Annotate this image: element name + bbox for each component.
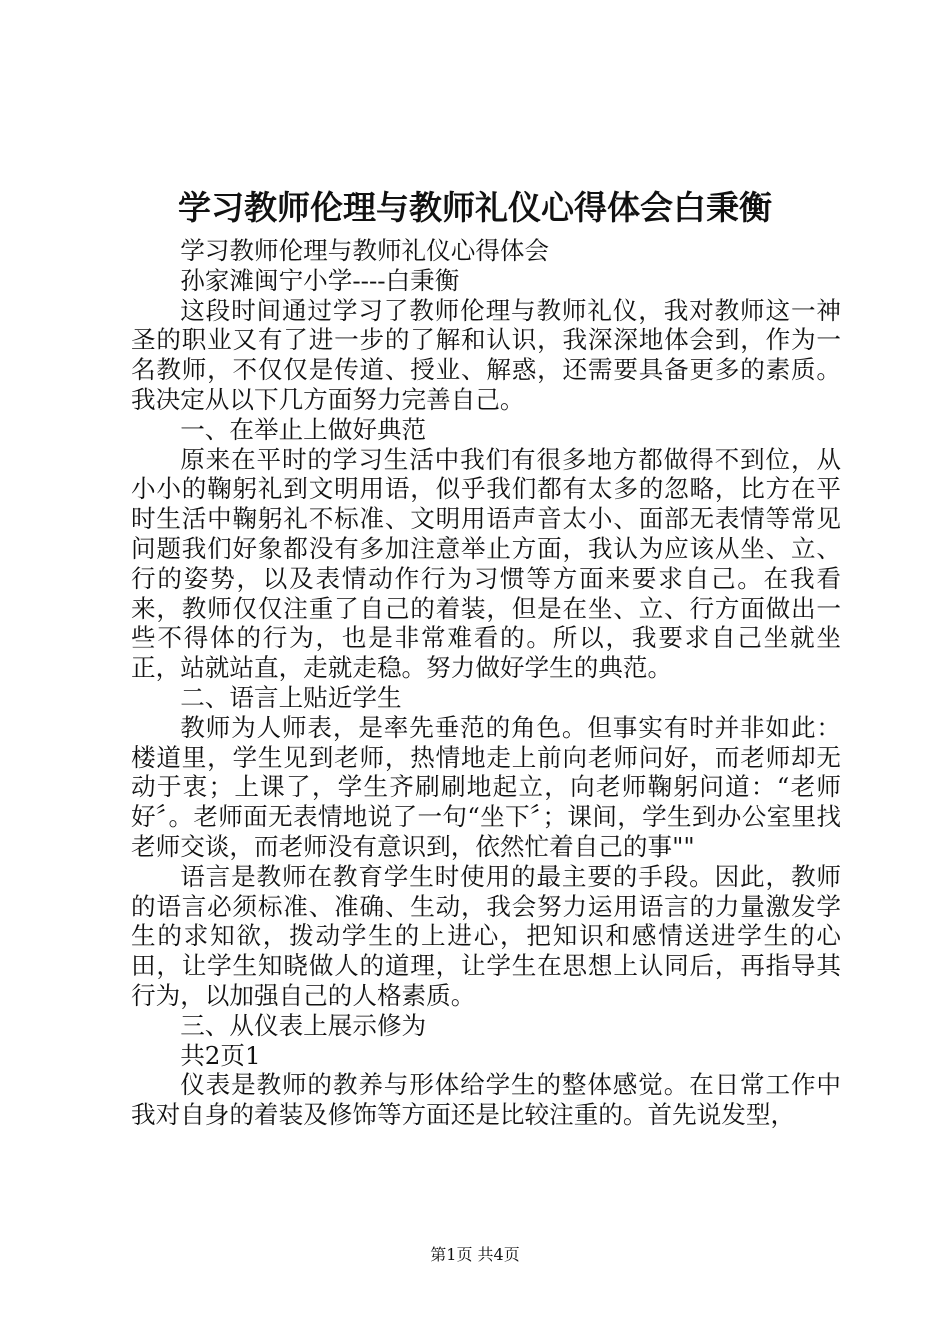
section-heading-2: 二、语言上贴近学生 <box>180 682 402 712</box>
paragraph-section-2b: 语言是教师在教育学生时使用的最主要的手段。因此，教师的语言必须标准、准确、生动，我会努力运用语言的力量激发学生的求知欲，拨动学生的上进心，把知识和感情送进学生的心田，让学生知晓做人的道理，让学生在思想上认同后，再指导其行为，以加强自己的人格素质。 <box>131 861 841 1010</box>
document-title: 学习教师伦理与教师礼仪心得体会白秉衡 <box>178 188 772 227</box>
paragraph-intro: 这段时间通过学习了教师伦理与教师礼仪，我对教师这一神圣的职业又有了进一步的了解和认识，我深深地体会到，作为一名教师，不仅仅是传道、授业、解惑，还需要具备更多的素质。我决定从以下几方面努力完善自己。 <box>131 295 841 414</box>
page-count-note: 共2页1 <box>180 1040 261 1070</box>
author-line: 孙家滩闽宁小学----白秉衡 <box>180 265 460 295</box>
section-heading-3: 三、从仪表上展示修为 <box>180 1010 427 1040</box>
section-heading-1: 一、在举止上做好典范 <box>180 414 427 444</box>
paragraph-section-1: 原来在平时的学习生活中我们有很多地方都做得不到位，从小小的鞠躬礼到文明用语，似乎我们都有太多的忽略，比方在平时生活中鞠躬礼不标准、文明用语声音太小、面部无表情等常见问题我们好象都没有多加注意举止方面，我认为应该从坐、立、行的姿势，以及表情动作行为习惯等方面来要求自己。在我看来，教师仅仅注重了自己的着装，但是在坐、立、行方面做出一些不得体的行为，也是非常难看的。所以，我要求自己坐就坐正，站就站直，走就走稳。努力做好学生的典范。 <box>131 444 841 683</box>
document-body <box>131 236 841 1130</box>
page-footer: 第1页 共4页 <box>430 1245 520 1264</box>
paragraph-section-3: 仪表是教师的教养与形体给学生的整体感觉。在日常工作中我对自身的着装及修饰等方面还是比较注重的。首先说发型， <box>131 1070 841 1130</box>
subtitle: 学习教师伦理与教师礼仪心得体会 <box>180 236 550 265</box>
paragraph-section-2a: 教师为人师表，是率先垂范的角色。但事实有时并非如此：楼道里，学生见到老师，热情地走上前向老师问好，而老师却无动于衷；上课了，学生齐刷刷地起立，向老师鞠躬问道：“老师好〞。老师面无表情地说了一句“坐下〞；课间，学生到办公室里找老师交谈，而老师没有意识到，依然忙着自己的事"" <box>131 712 841 861</box>
